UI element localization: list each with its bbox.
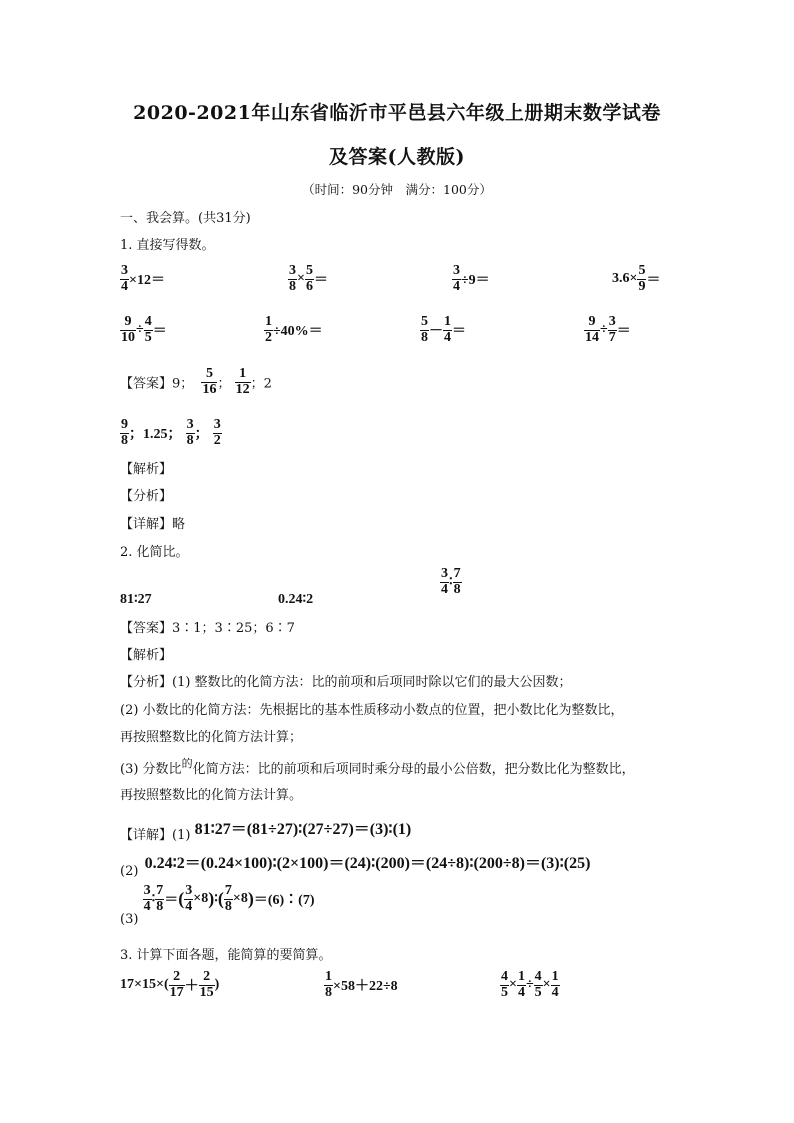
q1-expr-3: $\frac{3}{4}$ ÷9＝ <box>453 263 490 294</box>
q2-fenxi-5: 再按照整数比的化简方法计算。 <box>120 788 303 803</box>
question-2-title: 2. 化简比。 <box>120 545 189 560</box>
doc-title-line2: 及答案(人教版) <box>329 146 465 168</box>
q1-fenxi: 【分析】 <box>120 489 173 504</box>
q2-fenxi-2: (2) 小数比的化简方法：先根据比的基本性质移动小数点的位置，把小数比化为整数比， <box>120 703 624 718</box>
q2-item-2: 0.24∶2 <box>278 592 314 607</box>
q1-expr-6: $\frac{1}{2}$ ÷40%＝ <box>265 314 323 345</box>
q1-expr-1: $\frac{3}{4}$ ×12＝ <box>121 263 165 294</box>
section-heading: 一、我会算。(共31分) <box>120 211 251 226</box>
doc-title-line1: 2020-2021年山东省临沂市平邑县六年级上册期末数学试卷 <box>133 102 661 124</box>
q2-jiexi: 【解析】 <box>120 648 173 663</box>
q1-expr-2: $\frac{3}{8}$ × $\frac{5}{6}$ ＝ <box>289 263 328 294</box>
fraction: $\frac{3}{4}$ <box>121 263 128 294</box>
question-1-title: 1. 直接写得数。 <box>120 238 215 253</box>
q1-expr-5: $\frac{9}{10}$ ÷ $\frac{4}{5}$ ＝ <box>121 314 167 345</box>
q1-answer-line2: $\frac{9}{8}$ ；1.25； $\frac{3}{8}$ ； $\frac{3}{2}$ <box>121 417 221 448</box>
q3-expr-2: $\frac{1}{8}$ ×58＋22÷8 <box>325 969 398 1000</box>
q1-expr-8: $\frac{9}{14}$ ÷ $\frac{3}{7}$ ＝ <box>585 314 631 345</box>
q3-expr-3: $\frac{4}{5}$ × $\frac{1}{4}$ ÷ $\frac{4}{5}$ × $\frac{1}{4}$ <box>501 969 559 1000</box>
q2-detail-3: (3) $\frac{3}{4}$ ∶ $\frac{7}{8}$ ＝( $\frac{3}{4}$ ×8)∶( $\frac{7}{8}$ ×8)＝(6)∶(7) <box>120 883 315 927</box>
q1-answer-line1: 【答案】9； $\frac{5}{16}$ ； $\frac{1}{12}$ ；2 <box>120 366 272 397</box>
q2-item-3: $\frac{3}{4}$ ∶ $\frac{7}{8}$ <box>441 566 461 597</box>
q1-expr-7: $\frac{5}{8}$ － $\frac{1}{4}$ ＝ <box>421 314 466 345</box>
exam-meta: （时间：90分钟 满分：100分） <box>302 182 492 197</box>
q2-fenxi-4: (3) 分数比$^的$化简方法：比的前项和后项同时乘分母的最小公倍数，把分数比化为整数比， <box>120 757 635 777</box>
q2-detail-2: (2) 0.24∶2＝(0.24×100)∶(2×100)＝(24)∶(200)＝(24÷8)∶(200÷8)＝(3)∶(25) <box>120 855 591 879</box>
question-3-title: 3. 计算下面各题，能简算的要简算。 <box>120 948 332 963</box>
q2-answer: 【答案】3∶1；3∶25；6∶7 <box>120 621 295 636</box>
q1-expr-4: 3.6× $\frac{5}{9}$ ＝ <box>612 263 661 294</box>
q2-detail-1: 【详解】(1) 81∶27＝(81÷27)∶(27÷27)＝(3)∶(1) <box>120 821 412 843</box>
q1-xiangjie: 【详解】略 <box>120 517 186 532</box>
q3-expr-1: 17×15×( $\frac{2}{17}$ ＋ $\frac{2}{15}$ ) <box>120 969 220 1000</box>
q2-fenxi-3: 再按照整数比的化简方法计算； <box>120 730 303 745</box>
q2-fenxi-1: 【分析】(1) 整数比的化简方法：比的前项和后项同时除以它们的最大公因数； <box>120 675 572 690</box>
q2-item-1: 81∶27 <box>120 592 152 607</box>
q1-jiexi: 【解析】 <box>120 462 173 477</box>
